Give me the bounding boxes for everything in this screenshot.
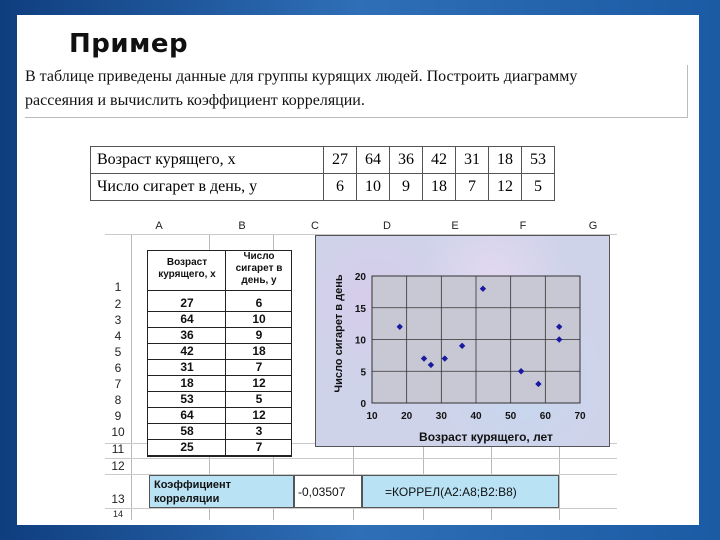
header-y: Число сигарет в день, y <box>235 251 283 286</box>
table-cell: 31 <box>456 147 489 174</box>
column-header: G <box>588 220 598 232</box>
row-number: 3 <box>114 313 122 327</box>
coefficient-label-cell <box>149 475 294 508</box>
table-cell: 12 <box>489 174 522 201</box>
cell-x: 58 <box>180 424 194 438</box>
cell-y: 9 <box>255 328 263 342</box>
x-tick-label: 50 <box>505 411 517 422</box>
x-tick-label: 60 <box>539 411 551 422</box>
row-label: Возраст курящего, x <box>91 147 324 174</box>
table-cell: 5 <box>522 174 555 201</box>
column-header: C <box>311 220 319 232</box>
row-number: 11 <box>111 442 125 456</box>
data-table <box>90 146 555 201</box>
cell-y: 6 <box>255 296 263 310</box>
row-number: 10 <box>111 425 125 439</box>
row-label: Число сигарет в день, y <box>91 174 324 201</box>
column-header: B <box>238 220 246 232</box>
table-cell: 9 <box>390 174 423 201</box>
slide-body-text: В таблице приведены данные для группы курящих людей. Построить диаграмму рассеяния и вычислить коэффициент корреляции. <box>25 68 578 109</box>
table-cell: 10 <box>357 174 390 201</box>
coefficient-formula-cell <box>362 475 559 508</box>
cell-x: 18 <box>180 376 194 390</box>
cell-y: 10 <box>252 312 266 326</box>
cell-x: 31 <box>180 360 194 374</box>
scatter-chart <box>315 235 610 447</box>
cell-x: 64 <box>180 312 194 326</box>
cell-y: 7 <box>255 440 263 454</box>
coefficient-value-cell <box>294 475 362 508</box>
cell-x: 42 <box>180 344 194 358</box>
x-tick-label: 70 <box>574 411 586 422</box>
cell-y: 12 <box>252 376 266 390</box>
row-number: 4 <box>114 329 122 343</box>
table-cell: 18 <box>489 147 522 174</box>
slide-title: Пример <box>69 29 189 59</box>
y-tick-label: 5 <box>360 367 366 379</box>
x-tick-label: 40 <box>470 411 482 422</box>
x-axis-label: Возраст курящего, лет <box>419 430 553 444</box>
coefficient-formula: =КОРРЕЛ(A2:A8;B2:B8) <box>385 485 517 499</box>
slide <box>17 15 699 525</box>
y-tick-label: 10 <box>354 335 366 347</box>
coefficient-label: Коэффициент корреляции <box>154 479 232 505</box>
column-header: D <box>383 220 391 232</box>
column-header: F <box>519 220 527 232</box>
x-tick-label: 10 <box>366 411 378 422</box>
table-cell: 42 <box>423 147 456 174</box>
table-cell: 53 <box>522 147 555 174</box>
row-number: 5 <box>114 345 122 359</box>
cell-x: 53 <box>180 392 194 406</box>
cell-y: 5 <box>255 392 263 406</box>
y-tick-label: 15 <box>354 303 366 315</box>
row-number: 8 <box>114 393 122 407</box>
column-header: E <box>451 220 459 232</box>
table-row <box>91 147 555 174</box>
cell-y: 18 <box>252 344 266 358</box>
cell-x: 27 <box>180 296 194 310</box>
table-cell: 36 <box>390 147 423 174</box>
row-number: 6 <box>114 361 122 375</box>
cell-x: 36 <box>180 328 194 342</box>
table-cell: 64 <box>357 147 390 174</box>
header-x: Возраст курящего, x <box>158 257 216 280</box>
row-number: 2 <box>114 297 122 311</box>
row-number: 1 <box>114 280 122 294</box>
row-number: 14 <box>112 509 123 519</box>
cell-x: 25 <box>180 440 194 454</box>
cell-x: 64 <box>180 408 194 422</box>
chart-svg <box>316 236 609 446</box>
cell-y: 3 <box>255 424 263 438</box>
table-cell: 7 <box>456 174 489 201</box>
row-number: 7 <box>114 377 122 391</box>
x-tick-label: 20 <box>401 411 413 422</box>
y-axis-label: Число сигарет в день <box>333 274 345 393</box>
spreadsheet-screenshot <box>105 220 617 520</box>
y-tick-label: 20 <box>354 272 366 283</box>
cell-y: 12 <box>252 408 266 422</box>
row-number: 12 <box>111 459 125 473</box>
cell-y: 7 <box>255 360 263 374</box>
table-cell: 18 <box>423 174 456 201</box>
coefficient-value: -0,03507 <box>298 485 346 499</box>
divider <box>25 117 688 118</box>
y-tick-label: 0 <box>360 399 366 410</box>
row-number: 13 <box>111 492 125 506</box>
x-tick-label: 30 <box>435 411 447 422</box>
table-cell: 27 <box>324 147 357 174</box>
column-header: A <box>155 220 163 232</box>
row-number: 9 <box>114 409 122 423</box>
divider <box>687 65 688 118</box>
table-row <box>91 174 555 201</box>
table-cell: 6 <box>324 174 357 201</box>
